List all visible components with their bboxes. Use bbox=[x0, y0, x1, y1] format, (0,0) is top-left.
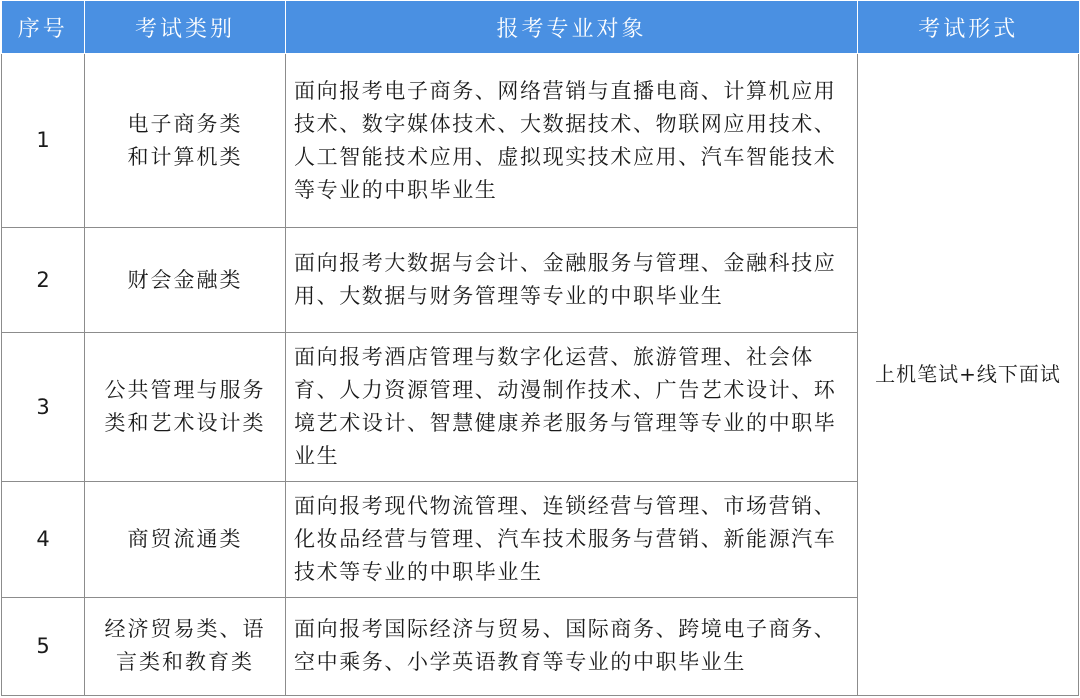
category-line: 经济贸易类、语 bbox=[104, 617, 266, 642]
category-line: 和计算机类 bbox=[127, 144, 243, 169]
header-row bbox=[2, 1, 1079, 54]
header-exam-form: 考试形式 bbox=[858, 1, 1079, 54]
row-majors: 面向报考国际经济与贸易、国际商务、跨境电子商务、空中乘务、小学英语教育等专业的中职毕业生 bbox=[286, 597, 858, 695]
category-line: 公共管理与服务 bbox=[104, 378, 266, 403]
row-index: 5 bbox=[2, 597, 85, 695]
header-majors: 报考专业对象 bbox=[286, 1, 858, 54]
row-majors: 面向报考电子商务、网络营销与直播电商、计算机应用技术、数字媒体技术、大数据技术、物联网应用技术、人工智能技术应用、虚拟现实技术应用、汽车智能技术等专业的中职毕业生 bbox=[286, 54, 858, 228]
exam-table bbox=[1, 1, 1079, 696]
category-line: 类和艺术设计类 bbox=[104, 411, 266, 436]
row-majors: 面向报考大数据与会计、金融服务与管理、金融科技应用、大数据与财务管理等专业的中职毕业生 bbox=[286, 228, 858, 333]
category-line: 言类和教育类 bbox=[116, 650, 254, 675]
row-index: 3 bbox=[2, 333, 85, 481]
row-index: 4 bbox=[2, 481, 85, 597]
row-category bbox=[85, 228, 286, 333]
header-index: 序号 bbox=[2, 1, 85, 54]
row-category bbox=[85, 597, 286, 695]
exam-form-cell: 上机笔试+线下面试 bbox=[858, 54, 1079, 696]
row-majors: 面向报考酒店管理与数字化运营、旅游管理、社会体育、人力资源管理、动漫制作技术、广告艺术设计、环境艺术设计、智慧健康养老服务与管理等专业的中职毕业生 bbox=[286, 333, 858, 481]
table-row bbox=[2, 54, 1079, 228]
row-index: 1 bbox=[2, 54, 85, 228]
header-category: 考试类别 bbox=[85, 1, 286, 54]
category-line: 商贸流通类 bbox=[127, 526, 243, 551]
category-line: 财会金融类 bbox=[127, 267, 243, 292]
row-category bbox=[85, 481, 286, 597]
row-majors: 面向报考现代物流管理、连锁经营与管理、市场营销、化妆品经营与管理、汽车技术服务与营销、新能源汽车技术等专业的中职毕业生 bbox=[286, 481, 858, 597]
category-line: 电子商务类 bbox=[127, 111, 243, 136]
row-category bbox=[85, 54, 286, 228]
row-category bbox=[85, 333, 286, 481]
row-index: 2 bbox=[2, 228, 85, 333]
